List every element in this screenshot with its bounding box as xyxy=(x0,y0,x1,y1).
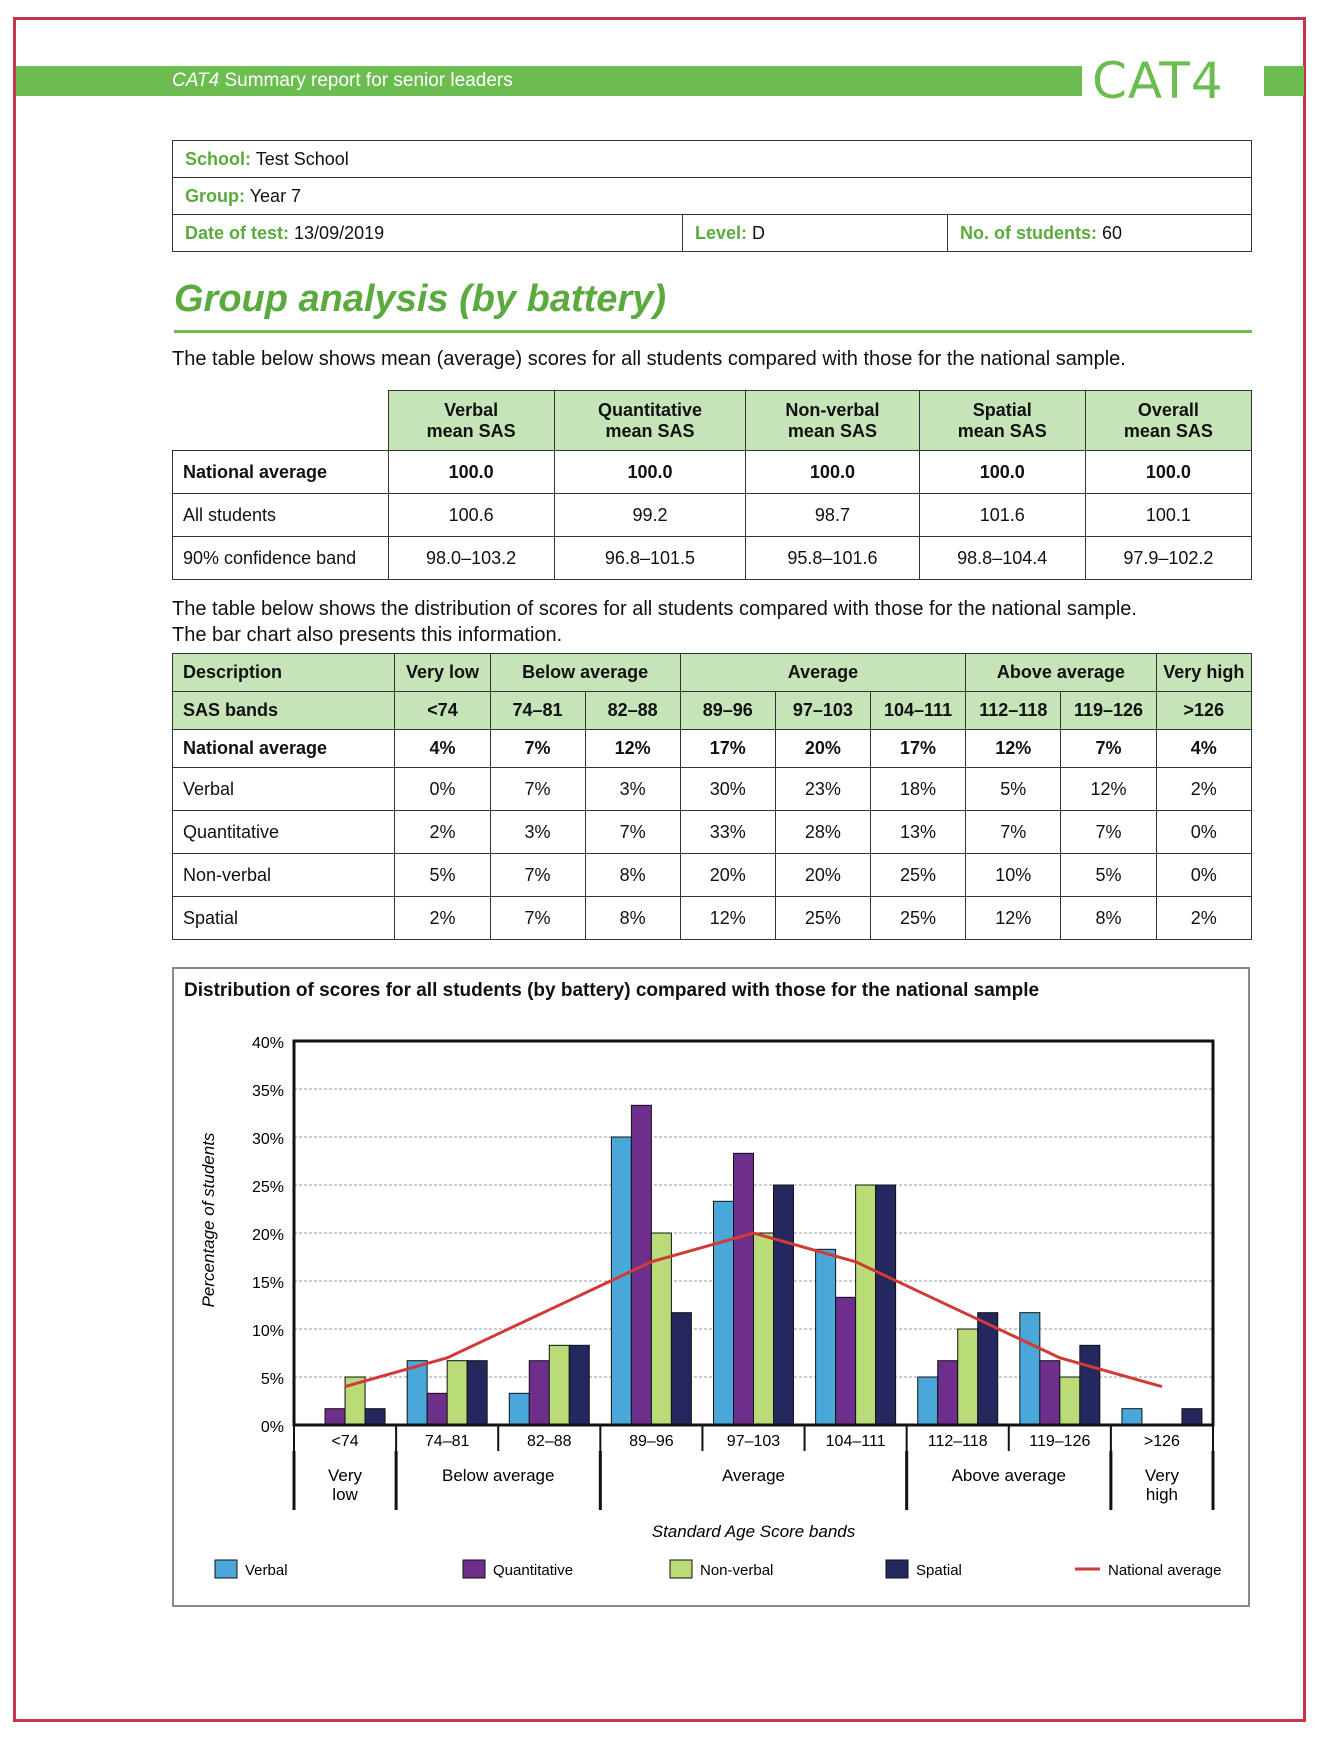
x-tick-label: 82–88 xyxy=(527,1433,572,1450)
chart-title: Distribution of scores for all students (by battery) compared with those for the national sample xyxy=(184,980,1040,1001)
x-tick-label: 119–126 xyxy=(1029,1433,1091,1450)
distribution-value: 2% xyxy=(395,897,490,940)
page-title: Group analysis (by battery) xyxy=(174,278,667,320)
sas-bands-label: SAS bands xyxy=(173,692,395,730)
x-group-label: Below average xyxy=(441,1466,555,1485)
bar-spatial xyxy=(1182,1409,1202,1425)
x-group-label: Above average xyxy=(951,1466,1066,1485)
bar-nonverbal xyxy=(958,1329,978,1425)
legend-label: Quantitative xyxy=(493,1562,574,1579)
distribution-value: 13% xyxy=(870,811,965,854)
distribution-value: 5% xyxy=(966,768,1061,811)
mean-value: 100.0 xyxy=(388,451,554,494)
distribution-value: 12% xyxy=(966,897,1061,940)
x-group-label: high xyxy=(1145,1485,1179,1504)
x-group-label: Average xyxy=(721,1466,786,1485)
x-tick-label: 104–111 xyxy=(825,1433,886,1450)
level-cell: Level: D xyxy=(683,215,948,252)
bar-nonverbal xyxy=(754,1233,774,1425)
band-header: 74–81 xyxy=(490,692,585,730)
distribution-value: 20% xyxy=(775,730,870,768)
x-axis-title: Standard Age Score bands xyxy=(651,1522,856,1541)
distribution-value: 7% xyxy=(490,897,585,940)
bar-quantitative xyxy=(1040,1361,1060,1425)
x-tick-label: >126 xyxy=(1143,1433,1180,1450)
mean-header-line: Spatial xyxy=(972,399,1032,420)
distribution-value: 7% xyxy=(1061,730,1156,768)
band-header: 104–111 xyxy=(870,692,965,730)
distribution-value: 20% xyxy=(775,854,870,897)
bar-spatial xyxy=(671,1313,691,1425)
bar-spatial xyxy=(774,1185,794,1425)
distribution-value: 7% xyxy=(490,730,585,768)
distribution-value: 17% xyxy=(870,730,965,768)
mean-value: 97.9–102.2 xyxy=(1085,537,1251,580)
bar-nonverbal xyxy=(856,1185,876,1425)
mean-value: 100.0 xyxy=(554,451,746,494)
distribution-value: 23% xyxy=(775,768,870,811)
x-tick-label: 97–103 xyxy=(726,1433,781,1450)
band-header: <74 xyxy=(395,692,490,730)
distribution-value: 12% xyxy=(966,730,1061,768)
mean-value: 96.8–101.5 xyxy=(554,537,746,580)
mean-header-line: Non-verbal xyxy=(785,399,880,420)
band-header: 112–118 xyxy=(966,692,1061,730)
distribution-value: 7% xyxy=(490,854,585,897)
distribution-value: 7% xyxy=(966,811,1061,854)
bar-spatial xyxy=(1080,1345,1100,1425)
distribution-value: 2% xyxy=(1156,897,1251,940)
y-tick-label: 40% xyxy=(251,1035,284,1052)
distribution-value: 33% xyxy=(680,811,775,854)
band-header: 97–103 xyxy=(775,692,870,730)
bar-verbal xyxy=(1020,1313,1040,1425)
bar-verbal xyxy=(611,1137,631,1425)
group-header: Very high xyxy=(1156,654,1251,692)
y-tick-label: 30% xyxy=(251,1131,284,1148)
mean-value: 100.0 xyxy=(1085,451,1251,494)
x-tick-label: 89–96 xyxy=(629,1433,674,1450)
row-label: Non-verbal xyxy=(173,854,395,897)
bar-verbal xyxy=(407,1361,427,1425)
mean-value: 100.1 xyxy=(1085,494,1251,537)
distribution-value: 0% xyxy=(1156,854,1251,897)
legend-swatch xyxy=(670,1560,692,1578)
legend-swatch xyxy=(886,1560,908,1578)
intro-text: The table below shows mean (average) scores for all students compared with those for the national sample. xyxy=(172,348,1126,370)
distribution-value: 0% xyxy=(1156,811,1251,854)
distribution-value: 25% xyxy=(870,897,965,940)
row-label: Verbal xyxy=(173,768,395,811)
distribution-value: 18% xyxy=(870,768,965,811)
distribution-value: 3% xyxy=(585,768,680,811)
distribution-value: 12% xyxy=(1061,768,1156,811)
x-tick-label: 74–81 xyxy=(424,1433,470,1450)
y-tick-label: 10% xyxy=(251,1323,284,1340)
mean-header-line: mean SAS xyxy=(957,420,1047,441)
mean-value: 100.6 xyxy=(388,494,554,537)
students-cell: No. of students: 60 xyxy=(948,215,1252,252)
x-tick-label: 112–118 xyxy=(927,1433,988,1450)
band-header: 89–96 xyxy=(680,692,775,730)
bar-nonverbal xyxy=(1060,1377,1080,1425)
distribution-value: 5% xyxy=(1061,854,1156,897)
y-axis-title: Percentage of students xyxy=(199,1132,218,1308)
date-cell: Date of test: 13/09/2019 xyxy=(173,215,683,252)
bar-quantitative xyxy=(836,1297,856,1425)
group-header: Average xyxy=(680,654,966,692)
y-tick-label: 5% xyxy=(260,1371,284,1388)
band-header: 119–126 xyxy=(1061,692,1156,730)
group-header: Very low xyxy=(395,654,490,692)
distribution-value: 7% xyxy=(1061,811,1156,854)
distribution-value: 7% xyxy=(585,811,680,854)
bar-verbal xyxy=(1122,1409,1142,1425)
distribution-value: 5% xyxy=(395,854,490,897)
y-tick-label: 0% xyxy=(260,1419,284,1436)
distribution-value: 12% xyxy=(680,897,775,940)
row-label: 90% confidence band xyxy=(173,537,389,580)
mean-value: 98.7 xyxy=(746,494,919,537)
distribution-value: 10% xyxy=(966,854,1061,897)
distribution-value: 17% xyxy=(680,730,775,768)
row-label: National average xyxy=(173,730,395,768)
mean-header-line: mean SAS xyxy=(1123,420,1213,441)
row-label: Quantitative xyxy=(173,811,395,854)
bar-spatial xyxy=(467,1361,487,1425)
bar-verbal xyxy=(816,1249,836,1425)
cat4-logo: CAT4 xyxy=(1092,52,1224,110)
x-tick-label: <74 xyxy=(331,1433,359,1450)
mean-value: 98.0–103.2 xyxy=(388,537,554,580)
mean-header-line: Verbal xyxy=(444,399,499,420)
bar-spatial xyxy=(365,1409,385,1425)
distribution-value: 12% xyxy=(585,730,680,768)
x-group-label: low xyxy=(332,1485,358,1504)
legend-label: National average xyxy=(1108,1562,1222,1579)
bar-verbal xyxy=(509,1393,529,1425)
group-cell: Group: Year 7 xyxy=(173,178,1252,215)
distribution-value: 25% xyxy=(870,854,965,897)
group-header: Above average xyxy=(966,654,1156,692)
bar-quantitative xyxy=(325,1409,345,1425)
distribution-value: 0% xyxy=(395,768,490,811)
legend-swatch xyxy=(463,1560,485,1578)
mean-header-line: mean SAS xyxy=(605,420,695,441)
mean-value: 98.8–104.4 xyxy=(919,537,1085,580)
bar-nonverbal xyxy=(447,1361,467,1425)
mean-header-line: mean SAS xyxy=(426,420,516,441)
band-header: >126 xyxy=(1156,692,1251,730)
bar-quantitative xyxy=(529,1361,549,1425)
row-label: All students xyxy=(173,494,389,537)
row-label: Spatial xyxy=(173,897,395,940)
mean-header-line: Quantitative xyxy=(597,399,702,420)
row-label: National average xyxy=(173,451,389,494)
distribution-value: 8% xyxy=(585,897,680,940)
distribution-value: 20% xyxy=(680,854,775,897)
distribution-value: 8% xyxy=(585,854,680,897)
legend-label: Spatial xyxy=(916,1562,962,1579)
bar-verbal xyxy=(714,1201,734,1425)
distribution-value: 2% xyxy=(395,811,490,854)
bar-quantitative xyxy=(734,1153,754,1425)
legend-label: Verbal xyxy=(245,1562,288,1579)
distribution-value: 25% xyxy=(775,897,870,940)
mean-value: 99.2 xyxy=(554,494,746,537)
bar-quantitative xyxy=(938,1361,958,1425)
y-tick-label: 25% xyxy=(251,1179,284,1196)
bar-spatial xyxy=(876,1185,896,1425)
bar-verbal xyxy=(918,1377,938,1425)
group-header: Below average xyxy=(490,654,680,692)
distribution-value: 2% xyxy=(1156,768,1251,811)
mean-value: 100.0 xyxy=(746,451,919,494)
distribution-value: 28% xyxy=(775,811,870,854)
legend-swatch xyxy=(215,1560,237,1578)
mean-header-line: mean SAS xyxy=(787,420,877,441)
bar-quantitative xyxy=(427,1393,447,1425)
school-cell: School: Test School xyxy=(173,141,1252,178)
distribution-value: 8% xyxy=(1061,897,1156,940)
mean-value: 101.6 xyxy=(919,494,1085,537)
legend-label: Non-verbal xyxy=(700,1562,774,1579)
distribution-text: The table below shows the distribution of scores for all students compared with those for the national sample. xyxy=(172,598,1137,620)
x-group-label: Very xyxy=(328,1466,363,1485)
bar-spatial xyxy=(569,1345,589,1425)
mean-value: 95.8–101.6 xyxy=(746,537,919,580)
distribution-value: 30% xyxy=(680,768,775,811)
mean-value: 100.0 xyxy=(919,451,1085,494)
y-tick-label: 20% xyxy=(251,1227,284,1244)
distribution-value: 7% xyxy=(490,768,585,811)
report-title: CAT4 Summary report for senior leaders xyxy=(172,70,513,91)
description-label: Description xyxy=(173,654,395,692)
x-group-label: Very xyxy=(1144,1466,1179,1485)
bar-spatial xyxy=(978,1313,998,1425)
bar-nonverbal xyxy=(549,1345,569,1425)
y-tick-label: 35% xyxy=(251,1083,284,1100)
barchart-text: The bar chart also presents this information. xyxy=(172,624,563,646)
mean-header-line: Overall xyxy=(1137,399,1199,420)
band-header: 82–88 xyxy=(585,692,680,730)
distribution-value: 3% xyxy=(490,811,585,854)
distribution-value: 4% xyxy=(395,730,490,768)
y-tick-label: 15% xyxy=(251,1275,284,1292)
distribution-value: 4% xyxy=(1156,730,1251,768)
